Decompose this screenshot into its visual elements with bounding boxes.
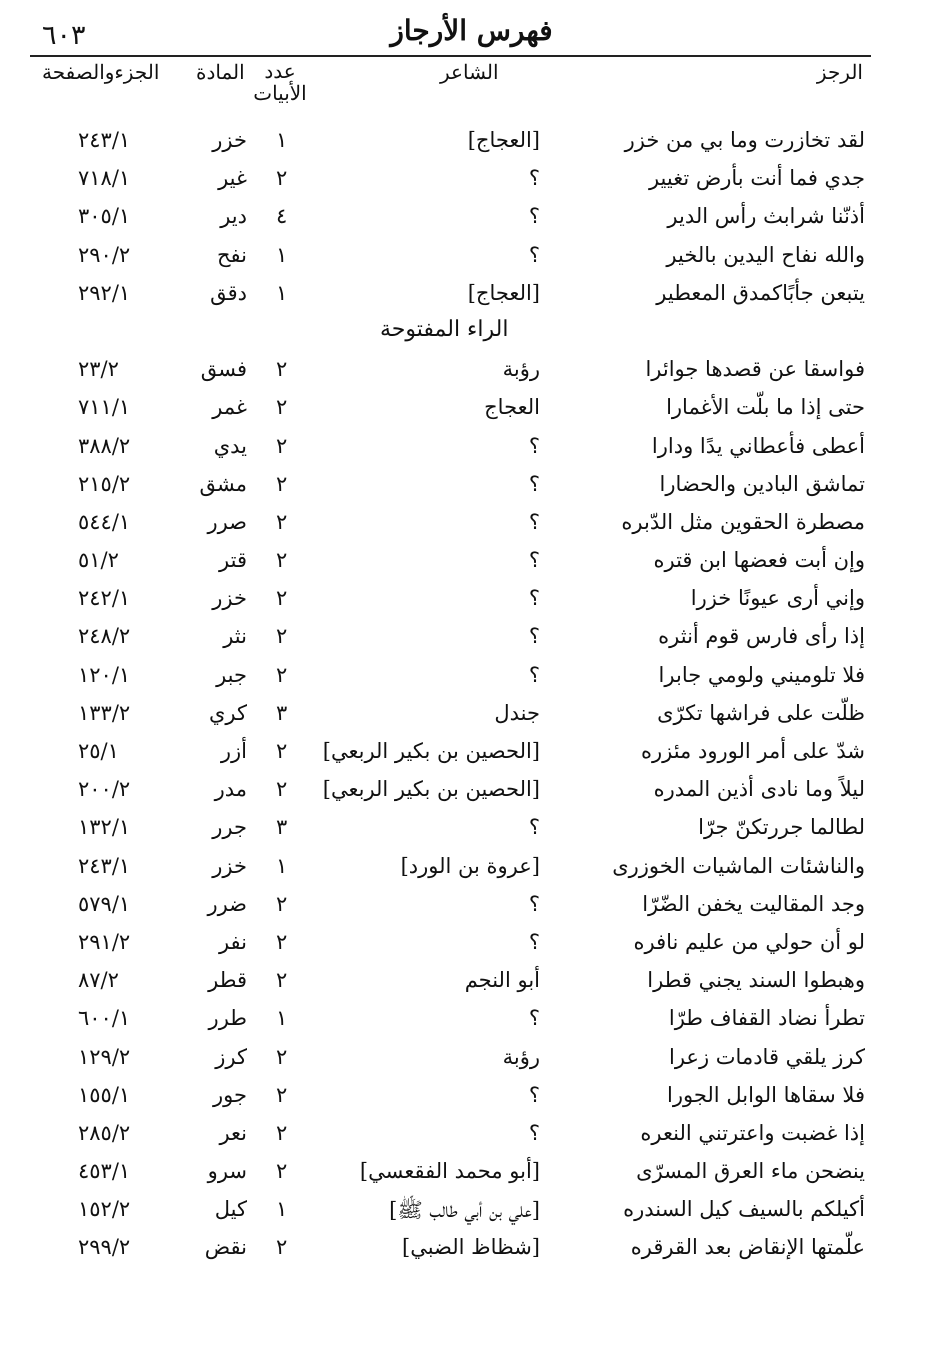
table-row xyxy=(0,1041,943,1079)
header-rule xyxy=(30,55,871,57)
verse-count: ١ xyxy=(276,1006,288,1031)
rajaz-text: فلا تلوميني ولومي جابرا xyxy=(658,662,865,687)
volume-page-ref: ٥٤٤/١ xyxy=(78,509,131,534)
volume-page-ref: ٧١٨/١ xyxy=(78,166,131,191)
poet-name: [الحصين بن بكير الربعي] xyxy=(322,739,540,763)
rajaz-text: وإني أرى عيونًا خزرا xyxy=(690,586,865,611)
volume-page-ref: ٥٧٩/١ xyxy=(78,891,131,916)
table-row xyxy=(0,1002,943,1040)
table-row xyxy=(0,773,943,811)
verse-count: ٣ xyxy=(276,815,288,840)
verse-count: ٢ xyxy=(276,1120,288,1145)
root-word: نقض xyxy=(204,1235,247,1260)
poet-name: ؟ xyxy=(528,509,540,534)
column-header-poet: الشاعر xyxy=(440,60,499,84)
rajaz-text: إذا غضبت واعترتني النعره xyxy=(640,1120,865,1145)
table-row xyxy=(0,1079,943,1117)
rajaz-text: حتى إذا ما بلّت الأغمارا xyxy=(666,395,865,420)
root-word: غمر xyxy=(212,395,247,420)
volume-page-ref: ٤٥٣/١ xyxy=(78,1159,131,1184)
table-row xyxy=(0,277,943,315)
volume-page-ref: ٨٧/٢ xyxy=(78,968,119,993)
root-word: نعر xyxy=(219,1120,247,1145)
rajaz-text: لو أن حولي من عليم نافره xyxy=(633,929,865,954)
verse-count: ٢ xyxy=(276,739,288,763)
volume-page-ref: ٢١٥/٢ xyxy=(78,471,131,496)
poet-name: ؟ xyxy=(528,204,540,229)
verse-count: ١ xyxy=(276,280,288,305)
verse-count: ٢ xyxy=(276,586,288,611)
verse-count: ١ xyxy=(276,242,288,267)
root-word: صرر xyxy=(207,509,247,534)
rajaz-text: جدي فما أنت بأرض تغيير xyxy=(648,166,865,191)
rajaz-text: مصطرة الحقوين مثل الدّبره xyxy=(621,509,865,534)
rajaz-text: شدّ على أمر الورود مئزره xyxy=(640,739,865,763)
volume-page-ref: ٣٨٨/٢ xyxy=(78,433,131,458)
verse-count: ١ xyxy=(276,128,288,152)
volume-page-ref: ١٣٢/١ xyxy=(78,815,131,840)
root-word: نفح xyxy=(216,242,247,267)
verse-count: ٣ xyxy=(276,700,288,725)
section-title: الراء المفتوحة xyxy=(380,316,509,342)
poet-name: العجاج xyxy=(484,395,540,420)
column-header-verse-count: عدد الأبيات xyxy=(253,59,307,105)
rajaz-text: والله نفاح اليدين بالخير xyxy=(666,242,865,267)
root-word: جرر xyxy=(212,815,247,840)
poet-name: ؟ xyxy=(528,929,540,954)
table-row xyxy=(0,1155,943,1193)
poet-name: [أبو محمد الفقعسي] xyxy=(359,1159,540,1184)
verse-count: ٢ xyxy=(276,968,288,993)
poet-name: ؟ xyxy=(528,166,540,191)
verse-count: ٢ xyxy=(276,471,288,496)
verse-count: ٢ xyxy=(276,1082,288,1107)
rajaz-text: والناشئات الماشيات الخوزرى xyxy=(612,853,865,878)
poet-name: ؟ xyxy=(528,815,540,840)
poet-name: [عروة بن الورد] xyxy=(400,853,540,878)
root-word: دير xyxy=(220,204,247,229)
table-row xyxy=(0,430,943,468)
root-word: كيل xyxy=(214,1197,247,1222)
index-table xyxy=(0,124,943,1270)
verse-count: ٢ xyxy=(276,433,288,458)
rajaz-text: أكيلكم بالسيف كيل السندره xyxy=(623,1197,865,1222)
rajaz-text: لقد تخازرت وما بي من خزر xyxy=(624,128,865,152)
rajaz-text: أعطى فأعطاني يدًا ودارا xyxy=(651,433,865,458)
verse-count: ٢ xyxy=(276,1159,288,1184)
rajaz-text: ظلّت على فراشها تكرّى xyxy=(657,700,865,725)
root-word: نثر xyxy=(223,624,247,649)
volume-page-ref: ٢٤٢/١ xyxy=(78,586,131,611)
poet-name: ؟ xyxy=(528,1006,540,1031)
rajaz-text: وجد المقاليت يخفن الضّرّا xyxy=(642,891,865,916)
root-word: خزر xyxy=(212,128,247,152)
rajaz-text: إذا رأى فارس قوم أنثره xyxy=(658,624,865,649)
table-row xyxy=(0,888,943,926)
rajaz-text: تطرأ نضاد القفاف طرّا xyxy=(668,1006,865,1031)
poet-name: [العجاج] xyxy=(467,128,540,152)
table-row xyxy=(0,353,943,391)
rajaz-text: وهبطوا السند يجني قطرا xyxy=(647,968,865,993)
table-row xyxy=(0,124,943,162)
verse-count: ١ xyxy=(276,1197,288,1222)
volume-page-ref: ١٢٠/١ xyxy=(78,662,131,687)
volume-page-ref: ١٥٢/٢ xyxy=(78,1197,131,1222)
root-word: أزر xyxy=(220,739,247,763)
table-row xyxy=(0,659,943,697)
verse-count: ٤ xyxy=(276,204,288,229)
volume-page-ref: ٢٤٣/١ xyxy=(78,853,131,878)
root-word: طرر xyxy=(208,1006,247,1031)
root-word: جور xyxy=(213,1082,247,1107)
poet-name: ؟ xyxy=(528,662,540,687)
column-header-root: المادة xyxy=(196,60,245,84)
rajaz-text: فلا سقاها الوابل الجورا xyxy=(667,1082,865,1107)
table-row xyxy=(0,162,943,200)
volume-page-ref: ٢٩١/٢ xyxy=(78,929,131,954)
poet-name: رؤبة xyxy=(502,357,540,382)
volume-page-ref: ٦٠٠/١ xyxy=(78,1006,131,1031)
verse-count: ٢ xyxy=(276,357,288,382)
rajaz-text: ليلاً وما نادى أذين المدره xyxy=(653,777,865,802)
table-row xyxy=(0,239,943,277)
root-word: نفر xyxy=(218,929,247,954)
verse-count: ٢ xyxy=(276,662,288,687)
column-header-rajaz: الرجز xyxy=(816,60,863,84)
volume-page-ref: ٣٠٥/١ xyxy=(78,204,131,229)
volume-page-ref: ١٢٩/٢ xyxy=(78,1044,131,1069)
root-word: جبر xyxy=(216,662,247,687)
rajaz-text: فواسقا عن قصدها جوائرا xyxy=(645,357,865,382)
poet-name: [الحصين بن بكير الربعي] xyxy=(322,777,540,802)
verse-count: ٢ xyxy=(276,1044,288,1069)
verse-count: ٢ xyxy=(276,548,288,573)
poet-name: ؟ xyxy=(528,471,540,496)
root-word: قتر xyxy=(219,548,247,573)
verse-count: ١ xyxy=(276,853,288,878)
verse-count: ٢ xyxy=(276,166,288,191)
root-word: فسق xyxy=(200,357,247,382)
table-row xyxy=(0,697,943,735)
table-row xyxy=(0,200,943,238)
rajaz-text: تماشق البادين والحضارا xyxy=(659,471,865,496)
table-row xyxy=(0,544,943,582)
root-word: سرو xyxy=(207,1159,247,1184)
column-header-volume-page: الجزءوالصفحة xyxy=(42,60,160,84)
volume-page-ref: ٢٣/٢ xyxy=(78,357,119,382)
poet-name: جندل xyxy=(494,700,540,725)
root-word: مشق xyxy=(199,471,247,496)
verse-count: ٢ xyxy=(276,509,288,534)
volume-page-ref: ١٥٥/١ xyxy=(78,1082,131,1107)
page-title: فهرس الأرجاز xyxy=(390,14,553,47)
table-row xyxy=(0,850,943,888)
volume-page-ref: ٢٥/١ xyxy=(78,739,119,763)
table-row xyxy=(0,506,943,544)
verse-count: ٢ xyxy=(276,777,288,802)
poet-name: ؟ xyxy=(528,242,540,267)
volume-page-ref: ٢٨٥/٢ xyxy=(78,1120,131,1145)
root-word: مدر xyxy=(214,777,247,802)
rajaz-text: أذنّنا شرابث رأس الدير xyxy=(667,204,865,229)
verse-count: ٢ xyxy=(276,624,288,649)
rajaz-text: علّمتها الإنقاض بعد القرقره xyxy=(630,1235,865,1260)
poet-name: ؟ xyxy=(528,548,540,573)
table-row xyxy=(0,811,943,849)
rajaz-text: كرز يلقي قادمات زعرا xyxy=(669,1044,865,1069)
poet-name: ؟ xyxy=(528,433,540,458)
volume-page-ref: ٢٤٨/٢ xyxy=(78,624,131,649)
verse-count: ٢ xyxy=(276,929,288,954)
table-row xyxy=(0,735,943,773)
rajaz-text: ينضحن ماء العرق المسرّى xyxy=(636,1159,865,1184)
table-row xyxy=(0,1231,943,1269)
root-word: كرز xyxy=(215,1044,247,1069)
volume-page-ref: ٥١/٢ xyxy=(78,548,119,573)
poet-name: أبو النجم xyxy=(464,968,540,993)
poet-name: ؟ xyxy=(528,1120,540,1145)
volume-page-ref: ٢٩٠/٢ xyxy=(78,242,131,267)
section-heading xyxy=(0,315,943,353)
volume-page-ref: ٢٩٩/٢ xyxy=(78,1235,131,1260)
rajaz-text: لطالما جررتكنّ جرّا xyxy=(698,815,865,840)
table-row xyxy=(0,468,943,506)
table-row xyxy=(0,391,943,429)
verse-count: ٢ xyxy=(276,395,288,420)
volume-page-ref: ١٣٣/٢ xyxy=(78,700,131,725)
verse-count: ٢ xyxy=(276,891,288,916)
rajaz-text: يتبعن جأبًاكمدق المعطير xyxy=(656,280,865,305)
rajaz-text: وإن أبت فعضها ابن قتره xyxy=(653,548,865,573)
poet-name: [العجاج] xyxy=(467,280,540,305)
volume-page-ref: ٢٠٠/٢ xyxy=(78,777,131,802)
table-row xyxy=(0,1117,943,1155)
poet-name: ؟ xyxy=(528,586,540,611)
page-number: ٦٠٣ xyxy=(42,20,86,51)
poet-name: ؟ xyxy=(528,891,540,916)
root-word: غير xyxy=(218,166,247,191)
root-word: يدي xyxy=(213,433,247,458)
poet-name: [علي بن أبي طالب ﷺ] xyxy=(389,1198,540,1223)
root-word: دقق xyxy=(210,280,247,305)
table-row xyxy=(0,582,943,620)
table-row xyxy=(0,1193,943,1231)
volume-page-ref: ٧١١/١ xyxy=(78,395,131,420)
volume-page-ref: ٢٤٣/١ xyxy=(78,128,131,152)
root-word: خزر xyxy=(212,586,247,611)
root-word: كري xyxy=(208,700,247,725)
root-word: قطر xyxy=(208,968,247,993)
root-word: خزر xyxy=(212,853,247,878)
table-row xyxy=(0,620,943,658)
table-row xyxy=(0,964,943,1002)
poet-name: [شظاظ الضبي] xyxy=(402,1235,540,1260)
poet-name: ؟ xyxy=(528,624,540,649)
root-word: ضرر xyxy=(207,891,247,916)
verse-count: ٢ xyxy=(276,1235,288,1260)
table-row xyxy=(0,926,943,964)
poet-name: رؤبة xyxy=(502,1044,540,1069)
volume-page-ref: ٢٩٢/١ xyxy=(78,280,131,305)
poet-name: ؟ xyxy=(528,1082,540,1107)
